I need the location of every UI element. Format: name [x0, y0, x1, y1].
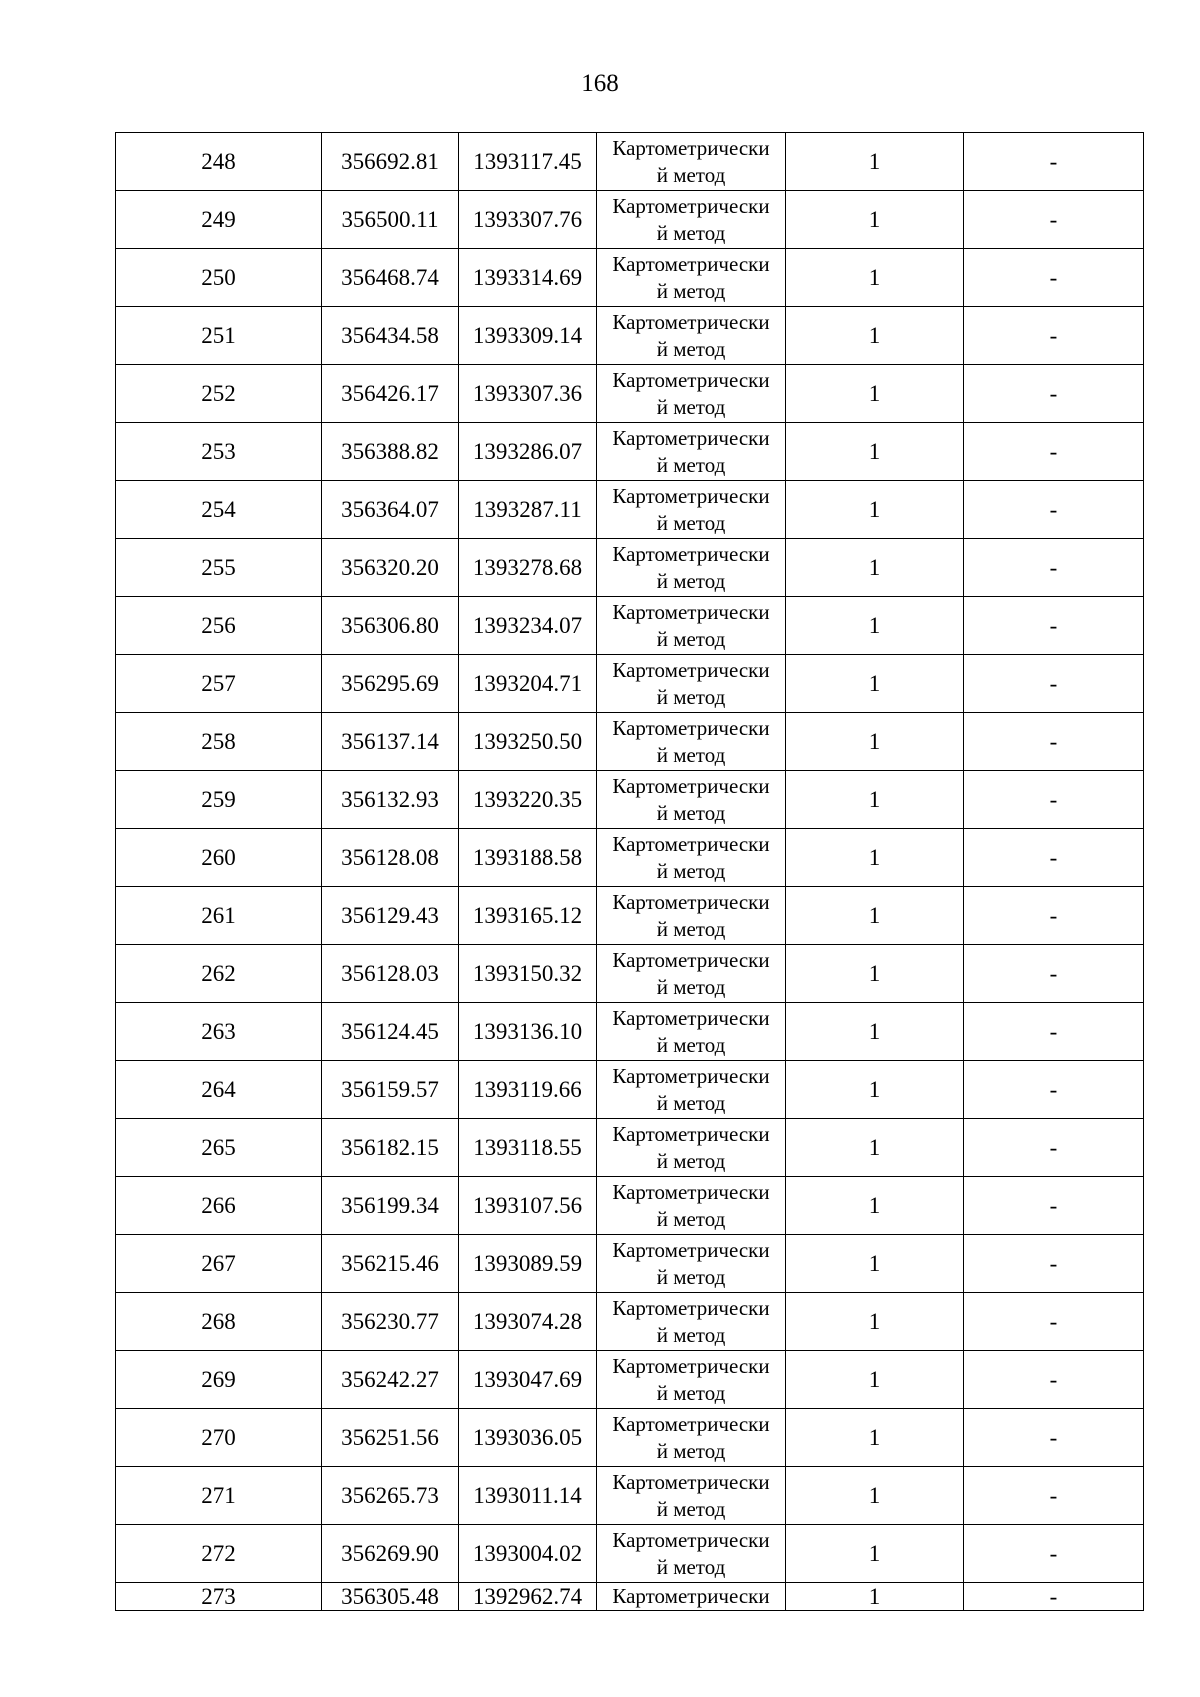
- table-row: [116, 1467, 1144, 1525]
- note-cell: -: [964, 481, 1144, 539]
- method-line-1: Картометрически: [612, 484, 770, 508]
- method-cell: Картометрически: [597, 1583, 786, 1611]
- y-coordinate-cell: 1393309.14: [459, 307, 597, 365]
- point-number-cell: 270: [116, 1409, 322, 1467]
- accuracy-cell: 1: [786, 887, 964, 945]
- x-coordinate-cell: 356692.81: [322, 133, 459, 191]
- method-line-2: й метод: [656, 279, 726, 303]
- accuracy-cell: 1: [786, 655, 964, 713]
- table-row: [116, 1351, 1144, 1409]
- y-coordinate-cell: 1393314.69: [459, 249, 597, 307]
- method-line-1: Картометрически: [612, 658, 770, 682]
- x-coordinate-cell: 356230.77: [322, 1293, 459, 1351]
- table-row: [116, 829, 1144, 887]
- accuracy-cell: 1: [786, 771, 964, 829]
- x-coordinate-cell: 356242.27: [322, 1351, 459, 1409]
- note-cell: -: [964, 133, 1144, 191]
- point-number-cell: 252: [116, 365, 322, 423]
- x-coordinate-cell: 356320.20: [322, 539, 459, 597]
- note-cell: -: [964, 423, 1144, 481]
- y-coordinate-cell: 1393089.59: [459, 1235, 597, 1293]
- note-cell: -: [964, 713, 1144, 771]
- y-coordinate-cell: 1393150.32: [459, 945, 597, 1003]
- accuracy-cell: 1: [786, 1583, 964, 1611]
- method-line-2: й метод: [656, 917, 726, 941]
- method-cell: [597, 887, 786, 945]
- point-number-cell: 249: [116, 191, 322, 249]
- y-coordinate-cell: 1393204.71: [459, 655, 597, 713]
- table-row: [116, 887, 1144, 945]
- method-line-2: й метод: [656, 569, 726, 593]
- method-line-1: Картометрически: [612, 426, 770, 450]
- note-cell: -: [964, 1235, 1144, 1293]
- point-number-cell: 267: [116, 1235, 322, 1293]
- note-cell: -: [964, 1409, 1144, 1467]
- note-cell: -: [964, 191, 1144, 249]
- y-coordinate-cell: 1393220.35: [459, 771, 597, 829]
- x-coordinate-cell: 356215.46: [322, 1235, 459, 1293]
- x-coordinate-cell: 356137.14: [322, 713, 459, 771]
- note-cell: -: [964, 1119, 1144, 1177]
- method-line-2: й метод: [656, 1033, 726, 1057]
- accuracy-cell: 1: [786, 191, 964, 249]
- table-row: [116, 713, 1144, 771]
- y-coordinate-cell: 1393074.28: [459, 1293, 597, 1351]
- table-row: [116, 481, 1144, 539]
- point-number-cell: 248: [116, 133, 322, 191]
- table-row: [116, 1177, 1144, 1235]
- method-line-2: й метод: [656, 221, 726, 245]
- table-row: [116, 771, 1144, 829]
- method-cell: [597, 191, 786, 249]
- x-coordinate-cell: 356434.58: [322, 307, 459, 365]
- method-cell: [597, 1351, 786, 1409]
- method-cell: [597, 1525, 786, 1583]
- method-line-2: й метод: [656, 743, 726, 767]
- point-number-cell: 250: [116, 249, 322, 307]
- note-cell: -: [964, 771, 1144, 829]
- y-coordinate-cell: 1393047.69: [459, 1351, 597, 1409]
- note-cell: -: [964, 655, 1144, 713]
- table-row: [116, 249, 1144, 307]
- note-cell: -: [964, 1467, 1144, 1525]
- accuracy-cell: 1: [786, 1177, 964, 1235]
- method-line-1: Картометрически: [612, 600, 770, 624]
- method-line-1: Картометрически: [612, 716, 770, 740]
- y-coordinate-cell: 1393107.56: [459, 1177, 597, 1235]
- note-cell: -: [964, 1583, 1144, 1611]
- y-coordinate-cell: 1393117.45: [459, 133, 597, 191]
- point-number-cell: 254: [116, 481, 322, 539]
- y-coordinate-cell: 1393307.76: [459, 191, 597, 249]
- point-number-cell: 272: [116, 1525, 322, 1583]
- x-coordinate-cell: 356364.07: [322, 481, 459, 539]
- x-coordinate-cell: 356132.93: [322, 771, 459, 829]
- method-cell: [597, 1177, 786, 1235]
- y-coordinate-cell: 1392962.74: [459, 1583, 597, 1611]
- point-number-cell: 269: [116, 1351, 322, 1409]
- method-cell: [597, 133, 786, 191]
- note-cell: -: [964, 945, 1144, 1003]
- point-number-cell: 261: [116, 887, 322, 945]
- note-cell: -: [964, 249, 1144, 307]
- method-line-1: Картометрически: [612, 1296, 770, 1320]
- note-cell: -: [964, 1177, 1144, 1235]
- accuracy-cell: 1: [786, 423, 964, 481]
- method-cell: [597, 1235, 786, 1293]
- x-coordinate-cell: 356305.48: [322, 1583, 459, 1611]
- table-row: [116, 1003, 1144, 1061]
- accuracy-cell: 1: [786, 1525, 964, 1583]
- accuracy-cell: 1: [786, 249, 964, 307]
- method-line-2: й метод: [656, 975, 726, 999]
- table-row: [116, 655, 1144, 713]
- accuracy-cell: 1: [786, 307, 964, 365]
- x-coordinate-cell: 356124.45: [322, 1003, 459, 1061]
- x-coordinate-cell: 356128.08: [322, 829, 459, 887]
- accuracy-cell: 1: [786, 829, 964, 887]
- method-line-2: й метод: [656, 337, 726, 361]
- point-number-cell: 265: [116, 1119, 322, 1177]
- y-coordinate-cell: 1393307.36: [459, 365, 597, 423]
- accuracy-cell: 1: [786, 1003, 964, 1061]
- accuracy-cell: 1: [786, 1467, 964, 1525]
- method-line-2: й метод: [656, 1265, 726, 1289]
- x-coordinate-cell: 356388.82: [322, 423, 459, 481]
- table-row: [116, 307, 1144, 365]
- method-line-1: Картометрически: [612, 1412, 770, 1436]
- method-cell: [597, 481, 786, 539]
- method-line-2: й метод: [656, 1091, 726, 1115]
- method-line-2: й метод: [656, 627, 726, 651]
- note-cell: -: [964, 1351, 1144, 1409]
- table-row: [116, 1235, 1144, 1293]
- table-row: [116, 1061, 1144, 1119]
- y-coordinate-cell: 1393118.55: [459, 1119, 597, 1177]
- method-cell: [597, 1119, 786, 1177]
- note-cell: -: [964, 365, 1144, 423]
- y-coordinate-cell: 1393278.68: [459, 539, 597, 597]
- y-coordinate-cell: 1393004.02: [459, 1525, 597, 1583]
- point-number-cell: 256: [116, 597, 322, 655]
- method-cell: [597, 771, 786, 829]
- y-coordinate-cell: 1393250.50: [459, 713, 597, 771]
- table-row: [116, 1409, 1144, 1467]
- method-line-2: й метод: [656, 163, 726, 187]
- note-cell: -: [964, 1061, 1144, 1119]
- y-coordinate-cell: 1393287.11: [459, 481, 597, 539]
- y-coordinate-cell: 1393234.07: [459, 597, 597, 655]
- accuracy-cell: 1: [786, 365, 964, 423]
- x-coordinate-cell: 356500.11: [322, 191, 459, 249]
- y-coordinate-cell: 1393036.05: [459, 1409, 597, 1467]
- method-line-1: Картометрически: [612, 1238, 770, 1262]
- point-number-cell: 258: [116, 713, 322, 771]
- accuracy-cell: 1: [786, 1061, 964, 1119]
- point-number-cell: 268: [116, 1293, 322, 1351]
- method-line-1: Картометрически: [612, 1122, 770, 1146]
- method-line-1: Картометрически: [612, 136, 770, 160]
- method-line-1: Картометрически: [612, 368, 770, 392]
- note-cell: -: [964, 1525, 1144, 1583]
- method-line-2: й метод: [656, 1207, 726, 1231]
- method-cell: [597, 655, 786, 713]
- method-line-1: Картометрически: [612, 1470, 770, 1494]
- method-cell: [597, 1409, 786, 1467]
- method-line-2: й метод: [656, 1497, 726, 1521]
- accuracy-cell: 1: [786, 713, 964, 771]
- accuracy-cell: 1: [786, 1119, 964, 1177]
- method-line-1: Картометрически: [612, 1354, 770, 1378]
- point-number-cell: 251: [116, 307, 322, 365]
- method-cell: [597, 829, 786, 887]
- x-coordinate-cell: 356265.73: [322, 1467, 459, 1525]
- y-coordinate-cell: 1393119.66: [459, 1061, 597, 1119]
- method-cell: [597, 1467, 786, 1525]
- y-coordinate-cell: 1393011.14: [459, 1467, 597, 1525]
- accuracy-cell: 1: [786, 481, 964, 539]
- table-row: [116, 945, 1144, 1003]
- method-cell: [597, 1293, 786, 1351]
- method-line-2: й метод: [656, 453, 726, 477]
- method-line-1: Картометрически: [612, 948, 770, 972]
- method-line-1: Картометрически: [612, 1180, 770, 1204]
- method-cell: [597, 1003, 786, 1061]
- method-line-1: Картометрически: [612, 890, 770, 914]
- coordinates-table: [115, 132, 1144, 1611]
- table-row: [116, 133, 1144, 191]
- table-body: [116, 133, 1144, 1611]
- x-coordinate-cell: 356295.69: [322, 655, 459, 713]
- accuracy-cell: 1: [786, 1409, 964, 1467]
- table-row: [116, 191, 1144, 249]
- method-line-1: Картометрически: [612, 310, 770, 334]
- method-line-2: й метод: [656, 1149, 726, 1173]
- point-number-cell: 259: [116, 771, 322, 829]
- x-coordinate-cell: 356306.80: [322, 597, 459, 655]
- table-row: [116, 597, 1144, 655]
- table-row: [116, 539, 1144, 597]
- method-cell: [597, 307, 786, 365]
- method-line-2: й метод: [656, 1323, 726, 1347]
- table-row: [116, 1525, 1144, 1583]
- x-coordinate-cell: 356159.57: [322, 1061, 459, 1119]
- table-row: [116, 365, 1144, 423]
- method-line-2: й метод: [656, 859, 726, 883]
- method-line-1: Картометрически: [612, 1006, 770, 1030]
- x-coordinate-cell: 356199.34: [322, 1177, 459, 1235]
- accuracy-cell: 1: [786, 539, 964, 597]
- x-coordinate-cell: 356426.17: [322, 365, 459, 423]
- note-cell: -: [964, 597, 1144, 655]
- page-number: 168: [581, 70, 619, 97]
- method-line-1: Картометрически: [612, 774, 770, 798]
- note-cell: -: [964, 539, 1144, 597]
- x-coordinate-cell: 356468.74: [322, 249, 459, 307]
- note-cell: -: [964, 829, 1144, 887]
- note-cell: -: [964, 1003, 1144, 1061]
- point-number-cell: 264: [116, 1061, 322, 1119]
- method-cell: [597, 945, 786, 1003]
- method-line-2: й метод: [656, 1439, 726, 1463]
- point-number-cell: 266: [116, 1177, 322, 1235]
- point-number-cell: 255: [116, 539, 322, 597]
- point-number-cell: 263: [116, 1003, 322, 1061]
- method-cell: [597, 365, 786, 423]
- method-line-2: й метод: [656, 685, 726, 709]
- note-cell: -: [964, 307, 1144, 365]
- method-cell: [597, 597, 786, 655]
- method-line-2: й метод: [656, 395, 726, 419]
- method-cell: [597, 539, 786, 597]
- method-cell: [597, 713, 786, 771]
- method-line-1: Картометрически: [612, 194, 770, 218]
- method-line-1: Картометрически: [612, 1064, 770, 1088]
- method-line-2: й метод: [656, 801, 726, 825]
- point-number-cell: 273: [116, 1583, 322, 1611]
- table-row: [116, 1119, 1144, 1177]
- x-coordinate-cell: 356251.56: [322, 1409, 459, 1467]
- note-cell: -: [964, 887, 1144, 945]
- method-cell: [597, 249, 786, 307]
- table-row-partial: [116, 1583, 1144, 1611]
- method-cell: [597, 1061, 786, 1119]
- method-line-1: Картометрически: [612, 252, 770, 276]
- y-coordinate-cell: 1393136.10: [459, 1003, 597, 1061]
- accuracy-cell: 1: [786, 1351, 964, 1409]
- y-coordinate-cell: 1393286.07: [459, 423, 597, 481]
- method-cell: [597, 423, 786, 481]
- table-row: [116, 1293, 1144, 1351]
- x-coordinate-cell: 356129.43: [322, 887, 459, 945]
- x-coordinate-cell: 356128.03: [322, 945, 459, 1003]
- point-number-cell: 257: [116, 655, 322, 713]
- y-coordinate-cell: 1393165.12: [459, 887, 597, 945]
- method-line-1: Картометрически: [612, 542, 770, 566]
- point-number-cell: 271: [116, 1467, 322, 1525]
- point-number-cell: 260: [116, 829, 322, 887]
- accuracy-cell: 1: [786, 1293, 964, 1351]
- note-cell: -: [964, 1293, 1144, 1351]
- x-coordinate-cell: 356269.90: [322, 1525, 459, 1583]
- accuracy-cell: 1: [786, 597, 964, 655]
- accuracy-cell: 1: [786, 133, 964, 191]
- point-number-cell: 253: [116, 423, 322, 481]
- x-coordinate-cell: 356182.15: [322, 1119, 459, 1177]
- method-line-2: й метод: [656, 1381, 726, 1405]
- y-coordinate-cell: 1393188.58: [459, 829, 597, 887]
- point-number-cell: 262: [116, 945, 322, 1003]
- method-line-1: Картометрически: [612, 1528, 770, 1552]
- method-line-2: й метод: [656, 511, 726, 535]
- table-row: [116, 423, 1144, 481]
- accuracy-cell: 1: [786, 945, 964, 1003]
- accuracy-cell: 1: [786, 1235, 964, 1293]
- method-line-2: й метод: [656, 1555, 726, 1579]
- method-line-1: Картометрически: [612, 832, 770, 856]
